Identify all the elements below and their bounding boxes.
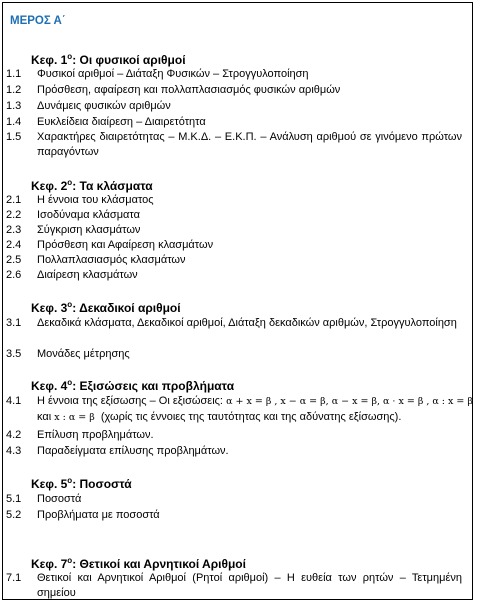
item-number: 4.1 xyxy=(6,395,22,407)
item-text: Πρόσθεση και Αφαίρεση κλασμάτων xyxy=(37,239,214,251)
item-text-line-2: και x : α = β (χωρίς τις έννοιες της ταυτότητας και της αδύνατης εξίσωσης). xyxy=(37,411,402,423)
item-number: 2.3 xyxy=(6,224,22,236)
item-text: Πολλαπλασιασμός κλασμάτων xyxy=(37,254,186,266)
item-number: 2.1 xyxy=(6,194,22,206)
item-number: 3.1 xyxy=(6,317,22,329)
item-text: Προβλήματα με ποσοστά xyxy=(37,509,160,521)
item-text: Φυσικοί αριθμοί – Διάταξη Φυσικών – Στρογγυλοποίηση xyxy=(37,68,309,80)
item-text: Μονάδες μέτρησης xyxy=(37,348,130,360)
item-number: 2.2 xyxy=(6,209,22,221)
item-number: 7.1 xyxy=(6,572,22,584)
item-text: Παραδείγματα επίλυσης προβλημάτων. xyxy=(37,445,229,457)
item-text: Η έννοια του κλάσματος xyxy=(37,194,154,206)
item-number: 1.1 xyxy=(6,68,22,80)
item-text: Ισοδύναμα κλάσματα xyxy=(37,209,140,221)
chapter-1-heading: Κεφ. $1^o$: Οι φυσικοί αριθμοί xyxy=(31,52,186,67)
item-number: 4.3 xyxy=(6,445,22,457)
chapter-3-heading: Κεφ. $3^o$: Δεκαδικοί αριθμοί xyxy=(31,300,181,315)
equation: x : α = β xyxy=(54,412,95,423)
item-text: Πρόσθεση, αφαίρεση και πολλαπλασιασμός φυσικών αριθμών xyxy=(37,84,341,96)
item-number: 2.4 xyxy=(6,239,22,251)
chapter-5-heading: Κεφ. $5^o$: Ποσοστά xyxy=(31,476,132,491)
equation-list: α + x = β , x − α = β, α − x = β, α · x = β , α : x = β xyxy=(226,396,473,407)
chapter-2-heading: Κεφ. $2^o$: Τα κλάσματα xyxy=(31,178,153,193)
item-text: Δεκαδικά κλάσματα, Δεκαδικοί αριθμοί, Διάταξη δεκαδικών αριθμών, Στρογγυλοποίηση xyxy=(37,317,457,329)
item-text: Δυνάμεις φυσικών αριθμών xyxy=(37,100,171,112)
item-number: 4.2 xyxy=(6,429,22,441)
item-text: Σύγκριση κλασμάτων xyxy=(37,224,141,236)
item-text: Χαρακτήρες διαιρετότητας – Μ.Κ.Δ. – Ε.Κ.Π. – Ανάλυση αριθμού σε γινόμενο πρώτων παραγόντων xyxy=(37,131,462,158)
item-number: 1.4 xyxy=(6,116,22,128)
chapter-7-heading: Κεφ. $7^o$: Θετικοί και Αρνητικοί Αριθμοί xyxy=(31,556,246,571)
item-text-line-1: Η έννοια της εξίσωσης – Οι εξισώσεις: α + x = β , x − α = β, α − x = β, α · x = β , α : x = β xyxy=(37,395,473,407)
item-number: 1.2 xyxy=(6,84,22,96)
chapter-4-heading: Κεφ. $4^o$: Εξισώσεις και προβλήματα xyxy=(31,378,235,393)
item-number: 3.5 xyxy=(6,348,22,360)
item-number: 1.3 xyxy=(6,100,22,112)
item-text: Θετικοί και Αρνητικοί Αριθμοί (Ρητοί αριθμοί) – Η ευθεία των ρητών – Τετμημένη σημείου xyxy=(37,572,462,599)
item-number: 2.6 xyxy=(6,269,22,281)
item-number: 1.5 xyxy=(6,131,22,143)
item-number: 5.2 xyxy=(6,509,22,521)
item-text: Επίλυση προβλημάτων. xyxy=(37,429,154,441)
item-text: Ποσοστά xyxy=(37,493,82,505)
item-text: Διαίρεση κλασμάτων xyxy=(37,269,138,281)
part-title: ΜΕΡΟΣ Α΄ xyxy=(10,15,66,27)
item-text: Ευκλείδεια διαίρεση – Διαιρετότητα xyxy=(37,116,206,128)
item-number: 5.1 xyxy=(6,493,22,505)
item-number: 2.5 xyxy=(6,254,22,266)
